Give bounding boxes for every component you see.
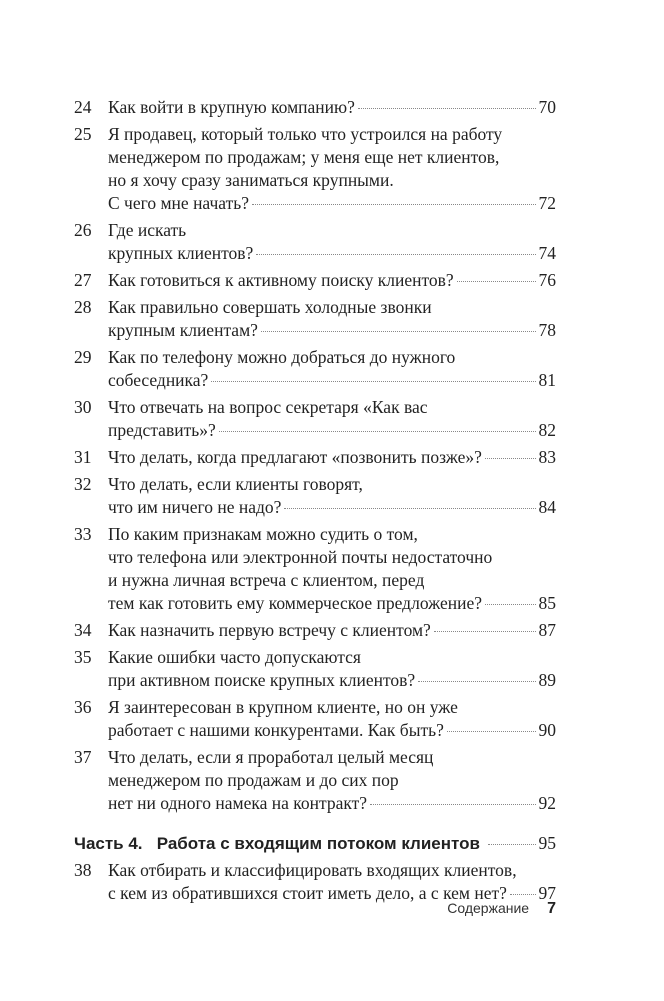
entry-title-line: Как правильно совершать холодные звонки xyxy=(108,297,432,317)
leader-dots xyxy=(252,204,535,205)
entry-title-last-line xyxy=(108,619,556,642)
toc-entry xyxy=(74,219,556,265)
entry-title-line: что телефона или электронной почты недостаточно xyxy=(108,547,493,567)
entry-title xyxy=(108,646,556,692)
entry-number: 30 xyxy=(74,397,92,417)
leader-dots xyxy=(488,844,536,845)
entry-title-text: работает с нашими конкурентами. Как быть? xyxy=(108,720,444,740)
leader-dots xyxy=(447,731,536,732)
entry-title-last-line xyxy=(108,242,556,265)
entry-title xyxy=(108,346,556,392)
entry-title xyxy=(108,696,556,742)
entry-title-text: Что делать, когда предлагают «позвонить позже»? xyxy=(108,447,482,467)
entry-title-last-line xyxy=(108,319,556,342)
entry-title-last-line xyxy=(108,592,556,615)
entry-page-number: 74 xyxy=(538,243,556,263)
toc-entry xyxy=(74,523,556,615)
leader-dots xyxy=(358,108,536,109)
entry-title-last-line xyxy=(108,719,556,742)
toc-entry xyxy=(74,123,556,215)
entry-title xyxy=(108,219,556,265)
entry-title-line: Как по телефону можно добраться до нужного xyxy=(108,347,456,367)
entry-number: 37 xyxy=(74,747,92,767)
entry-page-number: 83 xyxy=(538,447,556,467)
entry-number: 24 xyxy=(74,97,92,117)
entry-number: 32 xyxy=(74,474,92,494)
entry-title-text: собеседника? xyxy=(108,370,209,390)
entry-number: 27 xyxy=(74,270,92,290)
entry-title-text: крупных клиентов? xyxy=(108,243,254,263)
leader-dots xyxy=(256,254,535,255)
entry-title-line: По каким признакам можно судить о том, xyxy=(108,524,418,544)
entry-number: 35 xyxy=(74,647,92,667)
entry-title-line: и нужна личная встреча с клиентом, перед xyxy=(108,570,425,590)
toc-group-part3 xyxy=(74,96,556,815)
entry-title-last-line xyxy=(108,669,556,692)
toc-entry xyxy=(74,269,556,292)
table-of-contents xyxy=(74,96,556,909)
entry-title xyxy=(108,523,556,615)
entry-title-line: Где искать xyxy=(108,220,187,240)
entry-title xyxy=(108,446,556,469)
entry-page-number: 76 xyxy=(538,270,556,290)
entry-title xyxy=(108,396,556,442)
entry-page-number: 85 xyxy=(538,593,556,613)
entry-number: 25 xyxy=(74,124,92,144)
entry-title-text: при активном поиске крупных клиентов? xyxy=(108,670,416,690)
entry-title-line: Что делать, если клиенты говорят, xyxy=(108,474,363,494)
entry-title-last-line xyxy=(108,96,556,119)
entry-title-line: Как отбирать и классифицировать входящих клиентов, xyxy=(108,860,517,880)
entry-title xyxy=(108,746,556,815)
entry-title-last-line xyxy=(108,792,556,815)
entry-title-text: крупным клиентам? xyxy=(108,320,258,340)
entry-title-text: Как войти в крупную компанию? xyxy=(108,97,355,117)
leader-dots xyxy=(485,458,536,459)
leader-dots xyxy=(211,381,535,382)
toc-entry xyxy=(74,619,556,642)
entry-number: 36 xyxy=(74,697,92,717)
entry-number: 26 xyxy=(74,220,92,240)
entry-title-text: нет ни одного намека на контракт? xyxy=(108,793,368,813)
toc-group-part4 xyxy=(74,859,556,905)
toc-entry xyxy=(74,446,556,469)
leader-dots xyxy=(370,804,535,805)
part-heading xyxy=(74,832,556,855)
entry-title-line: но я хочу сразу заниматься крупными. xyxy=(108,170,394,190)
leader-dots xyxy=(261,331,536,332)
entry-title xyxy=(108,123,556,215)
leader-dots xyxy=(457,281,536,282)
entry-number: 29 xyxy=(74,347,92,367)
toc-entry xyxy=(74,696,556,742)
entry-title-line: Я продавец, который только что устроился на работу xyxy=(108,124,503,144)
entry-title-last-line xyxy=(108,192,556,215)
entry-title-last-line xyxy=(108,496,556,519)
entry-page-number: 81 xyxy=(538,370,556,390)
toc-entry xyxy=(74,646,556,692)
entry-title-last-line xyxy=(108,369,556,392)
toc-entry xyxy=(74,746,556,815)
entry-page-number: 97 xyxy=(538,883,556,903)
entry-title-text: Как назначить первую встречу с клиентом? xyxy=(108,620,431,640)
entry-page-number: 84 xyxy=(538,497,556,517)
entry-page-number: 72 xyxy=(538,193,556,213)
part-page: 95 xyxy=(538,833,556,853)
entry-page-number: 87 xyxy=(538,620,556,640)
entry-title-line: менеджером по продажам; у меня еще нет клиентов, xyxy=(108,147,500,167)
toc-entry xyxy=(74,396,556,442)
page-number: 7 xyxy=(547,900,556,917)
entry-number: 28 xyxy=(74,297,92,317)
entry-page-number: 70 xyxy=(538,97,556,117)
entry-title-line: Что отвечать на вопрос секретаря «Как вас xyxy=(108,397,428,417)
leader-dots xyxy=(418,681,535,682)
entry-page-number: 92 xyxy=(538,793,556,813)
entry-title-last-line xyxy=(108,419,556,442)
entry-title-last-line xyxy=(108,446,556,469)
entry-number: 34 xyxy=(74,620,92,640)
leader-dots xyxy=(510,894,536,895)
part-title: Часть 4. Работа с входящим потоком клиентов xyxy=(74,834,480,853)
toc-entry xyxy=(74,346,556,392)
entry-title xyxy=(108,619,556,642)
entry-title xyxy=(108,859,556,905)
toc-entry xyxy=(74,296,556,342)
entry-title-line: Какие ошибки часто допускаются xyxy=(108,647,361,667)
toc-entry xyxy=(74,96,556,119)
entry-page-number: 82 xyxy=(538,420,556,440)
entry-title-text: Как готовиться к активному поиску клиентов? xyxy=(108,270,454,290)
leader-dots xyxy=(485,604,535,605)
entry-number: 33 xyxy=(74,524,92,544)
entry-title-text: С чего мне начать? xyxy=(108,193,250,213)
leader-dots xyxy=(434,631,536,632)
entry-title-text: представить»? xyxy=(108,420,216,440)
entry-title-line: менеджером по продажам и до сих пор xyxy=(108,770,399,790)
entry-title-line: Я заинтересован в крупном клиенте, но он уже xyxy=(108,697,458,717)
leader-dots xyxy=(219,431,536,432)
entry-title xyxy=(108,473,556,519)
entry-number: 31 xyxy=(74,447,92,467)
running-title: Содержание xyxy=(447,900,530,916)
toc-entry xyxy=(74,473,556,519)
entry-title-text: тем как готовить ему коммерческое предложение? xyxy=(108,593,483,613)
leader-dots xyxy=(284,508,535,509)
entry-title-line: Что делать, если я проработал целый месяц xyxy=(108,747,434,767)
entry-title-last-line xyxy=(108,269,556,292)
toc-entry xyxy=(74,859,556,905)
entry-page-number: 90 xyxy=(538,720,556,740)
entry-page-number: 78 xyxy=(538,320,556,340)
entry-title xyxy=(108,269,556,292)
entry-title-text: что им ничего не надо? xyxy=(108,497,282,517)
entry-page-number: 89 xyxy=(538,670,556,690)
entry-title xyxy=(108,96,556,119)
entry-number: 38 xyxy=(74,860,92,880)
entry-title xyxy=(108,296,556,342)
page-footer xyxy=(447,900,556,918)
entry-title-text: с кем из обратившихся стоит иметь дело, а с кем нет? xyxy=(108,883,507,903)
